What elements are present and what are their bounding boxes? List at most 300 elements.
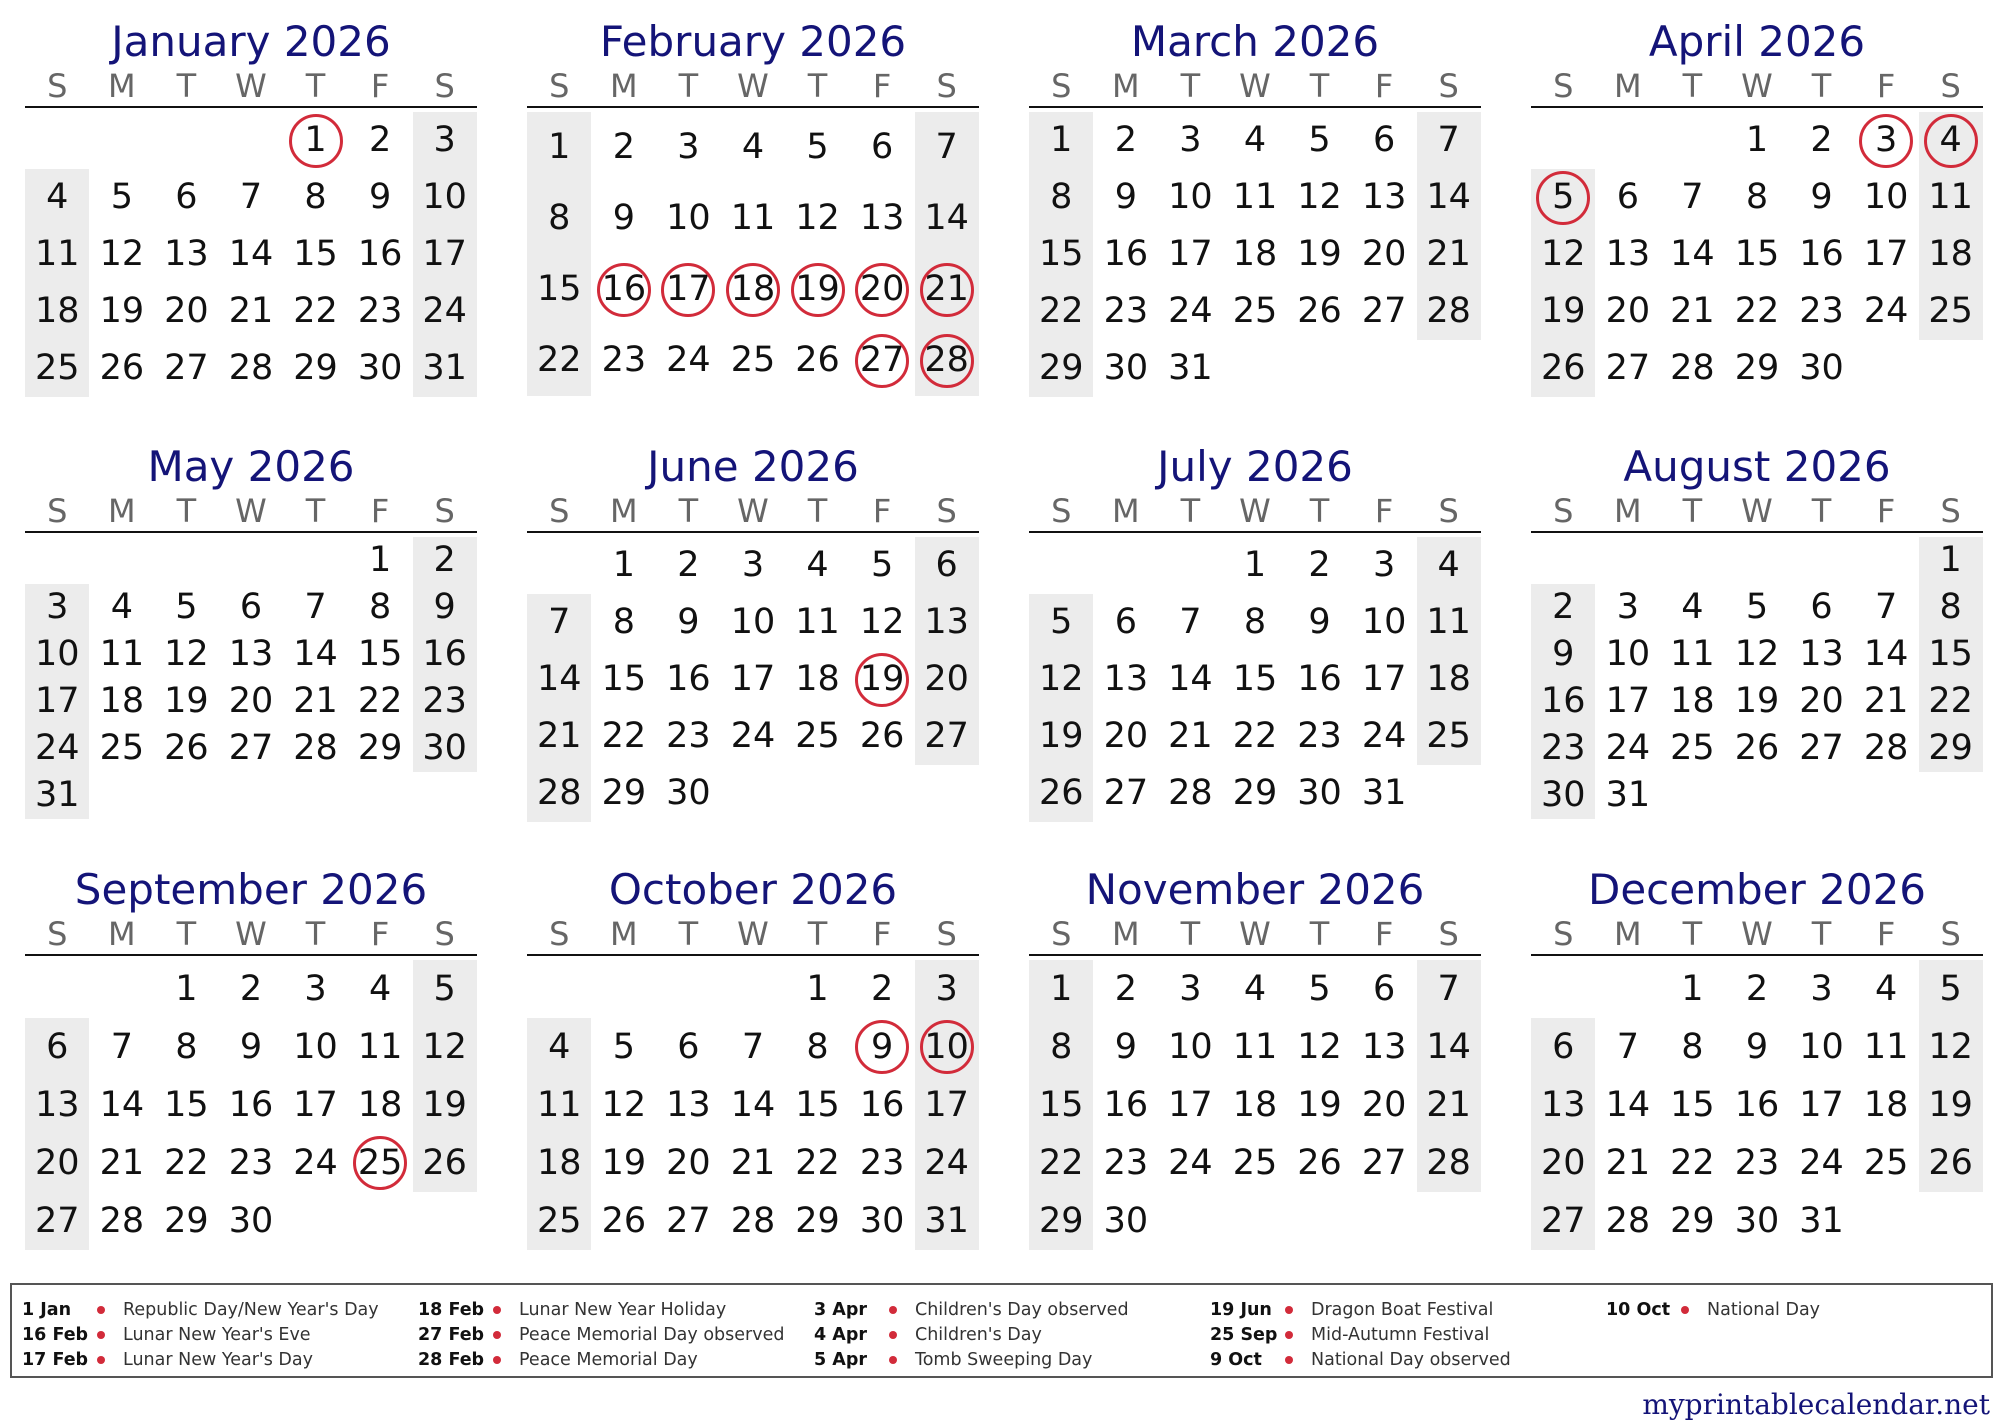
day-cell: 1: [1681, 969, 1704, 1009]
day-cell: 7: [741, 1027, 765, 1067]
legend-entry: [418, 1322, 784, 1347]
red-dot-icon: [493, 1331, 501, 1339]
day-cell: 23: [1799, 291, 1844, 331]
day-cell: 22: [1928, 681, 1973, 721]
week-row: [25, 678, 477, 725]
day-cell: 22: [357, 681, 403, 721]
weekday-header: [1531, 914, 1983, 956]
day-cell: 29: [1232, 773, 1278, 813]
holiday-day-cell: 5: [1531, 169, 1596, 226]
weekday-label: S: [549, 915, 570, 953]
day-cell: 20: [924, 659, 969, 699]
day-cell: 27: [228, 728, 274, 768]
week-row: [1531, 725, 1983, 772]
weekday-label: S: [47, 492, 68, 530]
weekday-label: W: [1239, 67, 1271, 105]
empty-day-cell: [1223, 1192, 1288, 1250]
week-row: [1531, 1018, 1983, 1076]
weekday-label: T: [1309, 67, 1330, 105]
day-cell: 31: [1361, 773, 1407, 813]
week-row: [25, 772, 477, 819]
day-cell: 26: [795, 340, 840, 380]
day-cell: 26: [601, 1201, 647, 1241]
weekday-label: M: [108, 492, 136, 530]
weekday-header: [1531, 66, 1983, 108]
weekday-label: F: [370, 67, 390, 105]
holiday-day-cell: 10: [914, 1018, 979, 1076]
empty-day-cell: [1596, 960, 1661, 1018]
month-title: June 2026: [647, 442, 859, 491]
week-row: [1531, 1192, 1983, 1250]
empty-day-cell: [1287, 1192, 1352, 1250]
red-dot-icon: [1285, 1306, 1293, 1314]
legend-holiday-name: Lunar New Year's Day: [123, 1349, 313, 1370]
day-cell: 23: [601, 340, 647, 380]
day-cell: 29: [1734, 348, 1780, 388]
weekday-header: [1029, 66, 1481, 108]
day-cell: 13: [1361, 177, 1407, 217]
day-cell: 4: [741, 127, 765, 167]
weekday-label: S: [434, 67, 455, 105]
day-cell: 5: [1308, 969, 1331, 1009]
day-cell: 2: [677, 545, 700, 585]
weekday-label: S: [1051, 67, 1072, 105]
day-cell: 20: [1541, 1143, 1586, 1183]
day-cell: 27: [1103, 773, 1149, 813]
holiday-day-cell: 4: [1918, 112, 1983, 169]
day-cell: 15: [795, 1085, 840, 1125]
day-cell: 10: [1361, 602, 1407, 642]
day-cell: 22: [293, 291, 338, 331]
day-cell: 10: [422, 177, 467, 217]
month-title: August 2026: [1623, 442, 1891, 491]
day-cell: 30: [1103, 1201, 1149, 1241]
day-grid: [25, 537, 477, 819]
weekday-label: F: [1374, 67, 1394, 105]
day-cell: 10: [666, 198, 711, 238]
day-cell: 5: [1308, 120, 1331, 160]
weekday-label: S: [936, 67, 957, 105]
day-cell: 5: [612, 1027, 635, 1067]
day-cell: 17: [924, 1085, 969, 1125]
day-cell: 18: [35, 291, 80, 331]
weekday-label: F: [1374, 915, 1394, 953]
weekday-label: S: [936, 492, 957, 530]
day-cell: 23: [1734, 1143, 1780, 1183]
day-cell: 20: [1103, 716, 1149, 756]
day-cell: 29: [795, 1201, 840, 1241]
holiday-legend: [10, 1283, 1993, 1378]
weekday-label: T: [1180, 915, 1201, 953]
day-cell: 15: [1928, 634, 1973, 674]
day-cell: 26: [164, 728, 209, 768]
day-cell: 11: [1232, 1027, 1278, 1067]
day-cell: 4: [548, 1027, 571, 1067]
day-cell: 13: [666, 1085, 711, 1125]
day-cell: 21: [1863, 681, 1909, 721]
day-cell: 2: [870, 969, 894, 1009]
day-cell: 2: [1114, 969, 1137, 1009]
day-cell: 11: [730, 198, 776, 238]
day-cell: 13: [1361, 1027, 1407, 1067]
weekday-label: T: [176, 67, 197, 105]
legend-date: 28 Feb: [418, 1349, 485, 1370]
day-cell: 23: [859, 1143, 905, 1183]
day-cell: 31: [35, 775, 80, 815]
weekday-label: W: [235, 67, 267, 105]
day-cell: 22: [1232, 716, 1278, 756]
day-cell: 12: [1039, 659, 1084, 699]
day-cell: 31: [422, 348, 467, 388]
day-cell: 24: [1361, 716, 1407, 756]
day-cell: 15: [601, 659, 647, 699]
week-row: [25, 960, 477, 1018]
day-cell: 16: [1734, 1085, 1780, 1125]
day-cell: 15: [537, 269, 582, 309]
weekday-label: M: [610, 915, 638, 953]
weekday-label: T: [1309, 492, 1330, 530]
empty-day-cell: [154, 112, 219, 169]
day-cell: 24: [1799, 1143, 1844, 1183]
day-cell: 26: [1039, 773, 1084, 813]
day-cell: 17: [1168, 1085, 1213, 1125]
day-cell: 30: [1103, 348, 1149, 388]
day-cell: 17: [1863, 234, 1909, 274]
empty-day-cell: [1029, 537, 1094, 594]
day-cell: 19: [422, 1085, 467, 1125]
day-cell: 7: [1179, 602, 1202, 642]
legend-holiday-name: Peace Memorial Day observed: [519, 1324, 785, 1345]
day-cell: 2: [1552, 587, 1575, 627]
day-cell: 13: [164, 234, 209, 274]
holiday-day-cell: 21: [914, 254, 979, 325]
day-cell: 21: [228, 291, 274, 331]
empty-day-cell: [1725, 537, 1790, 584]
day-cell: 19: [1297, 1085, 1342, 1125]
weekday-header: [527, 66, 979, 108]
holiday-day-cell: 19: [850, 651, 915, 708]
day-cell: 17: [1799, 1085, 1844, 1125]
day-cell: 18: [1670, 681, 1715, 721]
empty-day-cell: [283, 1192, 348, 1250]
day-cell: 4: [1437, 545, 1460, 585]
empty-day-cell: [592, 960, 657, 1018]
red-dot-icon: [889, 1356, 897, 1364]
day-cell: 8: [806, 1027, 829, 1067]
empty-day-cell: [1854, 537, 1919, 584]
day-cell: 4: [1874, 969, 1898, 1009]
day-cell: 5: [1939, 969, 1962, 1009]
day-cell: 30: [357, 348, 403, 388]
legend-entry: [814, 1297, 1129, 1322]
day-cell: 16: [228, 1085, 274, 1125]
day-cell: 24: [1168, 1143, 1213, 1183]
weekday-label: S: [1438, 492, 1459, 530]
month-title: March 2026: [1130, 17, 1380, 66]
day-cell: 24: [293, 1143, 338, 1183]
day-cell: 20: [666, 1143, 711, 1183]
day-cell: 5: [1745, 587, 1769, 627]
day-cell: 8: [1939, 587, 1962, 627]
day-cell: 28: [1426, 1143, 1471, 1183]
weekday-label: S: [1438, 915, 1459, 953]
legend-entry: [22, 1297, 379, 1322]
day-grid: [1029, 537, 1481, 822]
day-cell: 27: [1541, 1201, 1586, 1241]
day-cell: 30: [1541, 775, 1586, 815]
legend-column: [814, 1297, 1129, 1372]
month-april: [1531, 0, 1983, 397]
day-cell: 8: [548, 198, 571, 238]
day-cell: 25: [1863, 1143, 1909, 1183]
empty-day-cell: [1223, 340, 1288, 397]
day-cell: 30: [422, 728, 467, 768]
week-row: [1531, 1076, 1983, 1134]
day-cell: 8: [1681, 1027, 1704, 1067]
day-cell: 28: [730, 1201, 776, 1241]
legend-entry: [22, 1322, 379, 1347]
legend-holiday-name: Peace Memorial Day: [519, 1349, 698, 1370]
legend-entry: [1210, 1322, 1511, 1347]
weekday-label: M: [1614, 492, 1642, 530]
week-row: [527, 325, 979, 396]
empty-day-cell: [283, 537, 348, 584]
weekday-label: S: [47, 67, 68, 105]
weekday-label: S: [1051, 492, 1072, 530]
day-cell: 6: [175, 177, 198, 217]
day-cell: 5: [433, 969, 456, 1009]
month-june: [527, 425, 979, 822]
day-cell: 1: [1050, 120, 1073, 160]
day-cell: 20: [164, 291, 209, 331]
legend-date: 1 Jan: [22, 1299, 72, 1320]
day-cell: 11: [1670, 634, 1715, 674]
empty-day-cell: [1660, 772, 1725, 819]
day-cell: 16: [1103, 234, 1149, 274]
day-cell: 3: [1179, 969, 1202, 1009]
week-row: [1531, 1134, 1983, 1192]
red-dot-icon: [1681, 1306, 1689, 1314]
day-cell: 29: [1039, 348, 1084, 388]
day-cell: 10: [1168, 177, 1213, 217]
week-row: [527, 183, 979, 254]
empty-day-cell: [527, 960, 592, 1018]
day-cell: 11: [1863, 1027, 1909, 1067]
day-cell: 15: [1232, 659, 1278, 699]
day-cell: 23: [1103, 1143, 1149, 1183]
empty-day-cell: [1725, 772, 1790, 819]
weekday-label: W: [235, 915, 267, 953]
day-cell: 9: [677, 602, 700, 642]
day-cell: 29: [601, 773, 647, 813]
day-cell: 8: [1050, 177, 1073, 217]
day-cell: 29: [293, 348, 338, 388]
month-january: [25, 0, 477, 397]
legend-entry: [1210, 1297, 1511, 1322]
week-row: [25, 340, 477, 397]
day-cell: 30: [666, 773, 711, 813]
day-grid: [25, 960, 477, 1250]
legend-entry: [814, 1322, 1129, 1347]
day-cell: 19: [1297, 234, 1342, 274]
day-cell: 24: [422, 291, 467, 331]
holiday-day-cell: 1: [283, 112, 348, 169]
day-cell: 18: [1232, 234, 1278, 274]
week-row: [1531, 772, 1983, 819]
day-grid: [1029, 960, 1481, 1250]
day-cell: 22: [1039, 1143, 1084, 1183]
weekday-header: [25, 66, 477, 108]
weekday-label: M: [1112, 492, 1140, 530]
day-cell: 22: [795, 1143, 840, 1183]
empty-day-cell: [1287, 340, 1352, 397]
red-dot-icon: [493, 1306, 501, 1314]
day-cell: 6: [677, 1027, 700, 1067]
day-cell: 8: [304, 177, 327, 217]
day-cell: 3: [433, 120, 456, 160]
empty-day-cell: [527, 537, 592, 594]
day-grid: [1531, 960, 1983, 1250]
weekday-label: F: [1374, 492, 1394, 530]
day-cell: 12: [1928, 1027, 1973, 1067]
weekday-header: [1531, 491, 1983, 533]
week-row: [1531, 283, 1983, 340]
weekday-label: S: [1051, 915, 1072, 953]
day-cell: 27: [1361, 1143, 1407, 1183]
day-cell: 26: [1928, 1143, 1973, 1183]
week-row: [1029, 765, 1481, 822]
weekday-header: [25, 491, 477, 533]
week-row: [25, 1192, 477, 1250]
empty-day-cell: [1854, 340, 1919, 397]
legend-holiday-name: Republic Day/New Year's Day: [123, 1299, 379, 1320]
empty-day-cell: [90, 960, 155, 1018]
day-cell: 23: [357, 291, 403, 331]
empty-day-cell: [219, 537, 284, 584]
legend-date: 27 Feb: [418, 1324, 485, 1345]
week-row: [1531, 631, 1983, 678]
weekday-label: T: [1682, 915, 1703, 953]
day-cell: 3: [1179, 120, 1202, 160]
holiday-day-cell: 28: [914, 325, 979, 396]
weekday-label: S: [549, 67, 570, 105]
day-cell: 13: [35, 1085, 80, 1125]
day-cell: 2: [1810, 120, 1833, 160]
empty-day-cell: [914, 765, 979, 822]
day-cell: 16: [357, 234, 403, 274]
legend-date: 10 Oct: [1606, 1299, 1671, 1320]
empty-day-cell: [1416, 765, 1481, 822]
empty-day-cell: [219, 112, 284, 169]
day-cell: 23: [422, 681, 467, 721]
holiday-day-cell: 20: [850, 254, 915, 325]
empty-day-cell: [721, 960, 786, 1018]
day-cell: 12: [601, 1085, 647, 1125]
month-july: [1029, 425, 1481, 822]
day-cell: 9: [368, 177, 392, 217]
month-title: February 2026: [599, 17, 907, 66]
day-cell: 15: [293, 234, 338, 274]
month-february: [527, 0, 979, 396]
weekday-label: S: [434, 492, 455, 530]
day-cell: 14: [1168, 659, 1213, 699]
day-cell: 1: [1243, 545, 1267, 585]
weekday-header: [527, 914, 979, 956]
empty-day-cell: [1352, 1192, 1417, 1250]
day-cell: 7: [239, 177, 263, 217]
day-cell: 24: [35, 728, 80, 768]
day-cell: 27: [1799, 728, 1844, 768]
empty-day-cell: [219, 772, 284, 819]
empty-day-cell: [283, 772, 348, 819]
day-cell: 21: [537, 716, 582, 756]
legend-holiday-name: Mid-Autumn Festival: [1311, 1324, 1490, 1345]
day-cell: 9: [612, 198, 635, 238]
legend-column: [418, 1297, 784, 1372]
empty-day-cell: [1918, 772, 1983, 819]
empty-day-cell: [721, 765, 786, 822]
week-row: [527, 537, 979, 594]
day-cell: 17: [730, 659, 776, 699]
weekday-label: T: [305, 67, 326, 105]
week-row: [1029, 226, 1481, 283]
empty-day-cell: [656, 960, 721, 1018]
day-cell: 6: [1372, 969, 1396, 1009]
month-title: January 2026: [111, 17, 391, 66]
red-dot-icon: [889, 1306, 897, 1314]
week-row: [1029, 283, 1481, 340]
day-cell: 17: [293, 1085, 338, 1125]
legend-column: [1210, 1297, 1511, 1372]
week-row: [1029, 169, 1481, 226]
empty-day-cell: [1158, 537, 1223, 594]
day-cell: 11: [795, 602, 840, 642]
day-cell: 15: [1039, 1085, 1084, 1125]
weekday-label: S: [1553, 915, 1574, 953]
day-cell: 15: [357, 634, 403, 674]
day-cell: 21: [1168, 716, 1213, 756]
day-cell: 20: [1361, 1085, 1407, 1125]
day-cell: 15: [164, 1085, 209, 1125]
legend-holiday-name: Dragon Boat Festival: [1311, 1299, 1494, 1320]
empty-day-cell: [1789, 537, 1854, 584]
day-cell: 3: [741, 545, 765, 585]
legend-holiday-name: Tomb Sweeping Day: [915, 1349, 1093, 1370]
month-may: [25, 425, 477, 819]
empty-day-cell: [1660, 112, 1725, 169]
day-cell: 9: [1552, 634, 1575, 674]
legend-entry: [22, 1347, 379, 1372]
empty-day-cell: [1854, 1192, 1919, 1250]
day-cell: 28: [228, 348, 274, 388]
day-grid: [1531, 537, 1983, 819]
weekday-label: T: [807, 915, 828, 953]
day-grid: [527, 112, 979, 396]
day-cell: 18: [1232, 1085, 1278, 1125]
week-row: [527, 960, 979, 1018]
day-cell: 3: [46, 587, 69, 627]
website-credit[interactable]: myprintablecalendar.net: [1642, 1388, 1990, 1421]
empty-day-cell: [90, 772, 155, 819]
weekday-label: W: [1741, 915, 1773, 953]
week-row: [1029, 112, 1481, 169]
day-cell: 27: [1361, 291, 1407, 331]
day-cell: 3: [1616, 587, 1639, 627]
day-cell: 6: [1810, 587, 1833, 627]
day-cell: 12: [1734, 634, 1780, 674]
week-row: [25, 1076, 477, 1134]
month-title: September 2026: [74, 865, 428, 914]
